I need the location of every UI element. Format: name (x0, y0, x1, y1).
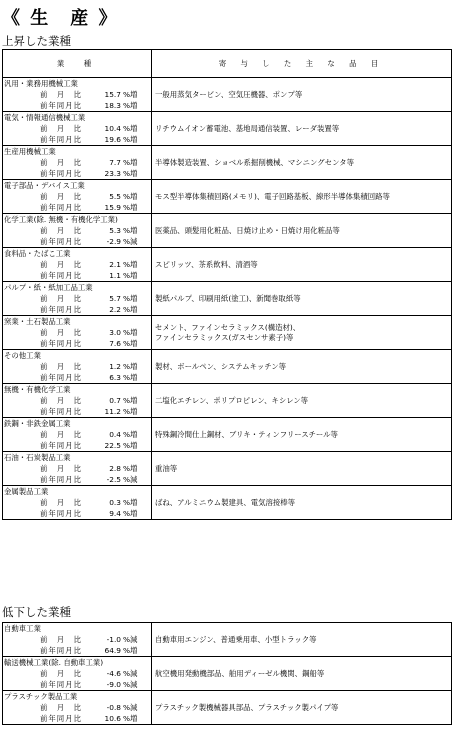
section-heading-falling: 低下した業種 (2, 605, 71, 619)
rising-industries-table (2, 49, 452, 520)
industry-name: 窯業・土石製品工業 (4, 317, 71, 326)
year-on-year-line (3, 713, 151, 724)
yoy-label: 前年同月比 (40, 714, 82, 723)
year-on-year-line (3, 134, 151, 145)
contributing-products: スピリッツ、茶系飲料、清酒等 (152, 248, 452, 282)
mom-value: 3.0 (109, 328, 121, 337)
month-on-month-line (3, 497, 151, 508)
mom-label: 前 月 比 (40, 328, 82, 337)
yoy-suffix: %増 (123, 373, 138, 382)
year-on-year-line (3, 406, 151, 417)
month-on-month-line (3, 463, 151, 474)
industry-name: 電気・情報通信機械工業 (4, 113, 86, 122)
industry-cell (3, 112, 152, 146)
industry-row (3, 146, 452, 180)
industry-row (3, 214, 452, 248)
contributing-products: セメント、ファインセラミックス(構造材)、 ファインセラミックス(ガスセンサ素子)等 (152, 316, 452, 350)
contributing-products: 一般用蒸気タービン、空気圧機器、ポンプ等 (152, 78, 452, 112)
month-on-month-line (3, 191, 151, 202)
yoy-suffix: %増 (123, 339, 138, 348)
yoy-suffix: %増 (123, 271, 138, 280)
industry-row (3, 248, 452, 282)
mom-suffix: %増 (123, 464, 138, 473)
yoy-label: 前年同月比 (40, 135, 82, 144)
yoy-suffix: %増 (123, 169, 138, 178)
industry-row (3, 418, 452, 452)
yoy-label: 前年同月比 (40, 305, 82, 314)
yoy-label: 前年同月比 (40, 339, 82, 348)
industry-name: 生産用機械工業 (4, 147, 56, 156)
industry-row (3, 623, 452, 657)
yoy-value: 19.6 (104, 135, 121, 144)
yoy-suffix: %増 (123, 101, 138, 110)
yoy-value: 11.2 (104, 407, 121, 416)
industry-name: 鉄鋼・非鉄金属工業 (4, 419, 71, 428)
yoy-value: 1.1 (109, 271, 121, 280)
column-header-industry: 業 種 (3, 50, 152, 78)
yoy-label: 前年同月比 (40, 646, 82, 655)
mom-label: 前 月 比 (40, 669, 82, 678)
year-on-year-line (3, 679, 151, 690)
year-on-year-line (3, 474, 151, 485)
yoy-label: 前年同月比 (40, 271, 82, 280)
month-on-month-line (3, 327, 151, 338)
yoy-suffix: %減 (123, 237, 138, 246)
yoy-suffix: %増 (123, 509, 138, 518)
yoy-label: 前年同月比 (40, 203, 82, 212)
industry-cell (3, 248, 152, 282)
month-on-month-line (3, 157, 151, 168)
industry-row (3, 657, 452, 691)
industry-cell (3, 316, 152, 350)
yoy-value: -9.0 (106, 680, 121, 689)
table-header-row (3, 50, 452, 78)
mom-label: 前 月 比 (40, 703, 82, 712)
mom-suffix: %増 (123, 260, 138, 269)
falling-industries-table (2, 622, 452, 725)
mom-label: 前 月 比 (40, 635, 82, 644)
yoy-label: 前年同月比 (40, 680, 82, 689)
industry-name: パルプ・紙・紙加工品工業 (4, 283, 93, 292)
page-title: 《 生 産 》 (2, 8, 119, 29)
industry-row (3, 282, 452, 316)
mom-label: 前 月 比 (40, 90, 82, 99)
yoy-value: 15.9 (104, 203, 121, 212)
industry-row (3, 486, 452, 520)
industry-name: 金属製品工業 (4, 487, 49, 496)
mom-label: 前 月 比 (40, 362, 82, 371)
industry-row (3, 691, 452, 725)
industry-name: プラスチック製品工業 (4, 692, 78, 701)
yoy-value: -2.5 (106, 475, 121, 484)
yoy-label: 前年同月比 (40, 373, 82, 382)
industry-row (3, 112, 452, 146)
contributing-products: ばね、アルミニウム製建具、電気溶接棒等 (152, 486, 452, 520)
falling-table-body (3, 623, 452, 725)
mom-value: 15.7 (104, 90, 121, 99)
mom-label: 前 月 比 (40, 158, 82, 167)
month-on-month-line (3, 361, 151, 372)
month-on-month-line (3, 89, 151, 100)
mom-label: 前 月 比 (40, 498, 82, 507)
mom-label: 前 月 比 (40, 294, 82, 303)
yoy-label: 前年同月比 (40, 101, 82, 110)
industry-row (3, 384, 452, 418)
contributing-products: モス型半導体集積回路(メモリ)、電子回路基板、線形半導体集積回路等 (152, 180, 452, 214)
yoy-suffix: %増 (123, 203, 138, 212)
mom-suffix: %増 (123, 294, 138, 303)
year-on-year-line (3, 645, 151, 656)
industry-cell (3, 486, 152, 520)
industry-name: その他工業 (4, 351, 41, 360)
industry-row (3, 316, 452, 350)
mom-value: -0.8 (106, 703, 121, 712)
section-heading-rising: 上昇した業種 (2, 34, 71, 48)
industry-cell (3, 657, 152, 691)
contributing-products: 自動車用エンジン、普通乗用車、小型トラック等 (152, 623, 452, 657)
industry-name: 無機・有機化学工業 (4, 385, 71, 394)
month-on-month-line (3, 123, 151, 134)
yoy-value: 64.9 (104, 646, 121, 655)
month-on-month-line (3, 259, 151, 270)
contributing-products: 医薬品、頭髪用化粧品、日焼け止め・日焼け用化粧品等 (152, 214, 452, 248)
year-on-year-line (3, 372, 151, 383)
industry-cell (3, 282, 152, 316)
mom-value: 7.7 (109, 158, 121, 167)
mom-value: 2.8 (109, 464, 121, 473)
contributing-products: 製紙パルプ、印刷用紙(塗工)、新聞巻取紙等 (152, 282, 452, 316)
yoy-suffix: %増 (123, 135, 138, 144)
month-on-month-line (3, 702, 151, 713)
yoy-value: 10.6 (104, 714, 121, 723)
mom-suffix: %増 (123, 158, 138, 167)
contributing-products: 重油等 (152, 452, 452, 486)
industry-row (3, 452, 452, 486)
yoy-label: 前年同月比 (40, 169, 82, 178)
year-on-year-line (3, 338, 151, 349)
yoy-suffix: %減 (123, 680, 138, 689)
mom-value: 10.4 (104, 124, 121, 133)
contributing-products: 特殊鋼冷間仕上鋼材、ブリキ・ティンフリースチール等 (152, 418, 452, 452)
year-on-year-line (3, 508, 151, 519)
mom-suffix: %増 (123, 226, 138, 235)
industry-cell (3, 452, 152, 486)
month-on-month-line (3, 293, 151, 304)
industry-row (3, 180, 452, 214)
mom-value: 5.3 (109, 226, 121, 235)
mom-label: 前 月 比 (40, 396, 82, 405)
mom-label: 前 月 比 (40, 192, 82, 201)
yoy-value: 7.6 (109, 339, 121, 348)
year-on-year-line (3, 304, 151, 315)
yoy-value: 6.3 (109, 373, 121, 382)
mom-label: 前 月 比 (40, 124, 82, 133)
mom-value: 5.7 (109, 294, 121, 303)
industry-name: 自動車工業 (4, 624, 41, 633)
yoy-value: 23.3 (104, 169, 121, 178)
year-on-year-line (3, 100, 151, 111)
industry-row (3, 78, 452, 112)
mom-value: 0.3 (109, 498, 121, 507)
mom-value: 5.5 (109, 192, 121, 201)
mom-suffix: %増 (123, 328, 138, 337)
yoy-value: 9.4 (109, 509, 121, 518)
mom-label: 前 月 比 (40, 226, 82, 235)
year-on-year-line (3, 168, 151, 179)
yoy-suffix: %増 (123, 407, 138, 416)
mom-value: -1.0 (106, 635, 121, 644)
industry-cell (3, 418, 152, 452)
industry-cell (3, 214, 152, 248)
mom-suffix: %増 (123, 498, 138, 507)
contributing-products: 製材、ボールペン、システムキッチン等 (152, 350, 452, 384)
yoy-label: 前年同月比 (40, 407, 82, 416)
industry-name: 化学工業(除. 無機・有機化学工業) (4, 215, 118, 224)
yoy-label: 前年同月比 (40, 475, 82, 484)
yoy-value: 2.2 (109, 305, 121, 314)
yoy-label: 前年同月比 (40, 509, 82, 518)
mom-value: 2.1 (109, 260, 121, 269)
industry-cell (3, 350, 152, 384)
industry-cell (3, 384, 152, 418)
mom-suffix: %増 (123, 362, 138, 371)
month-on-month-line (3, 395, 151, 406)
industry-cell (3, 146, 152, 180)
yoy-label: 前年同月比 (40, 237, 82, 246)
contributing-products: プラスチック製機械器具部品、プラスチック製パイプ等 (152, 691, 452, 725)
yoy-suffix: %増 (123, 441, 138, 450)
contributing-products: 二塩化エチレン、ポリプロピレン、キシレン等 (152, 384, 452, 418)
mom-suffix: %増 (123, 430, 138, 439)
year-on-year-line (3, 236, 151, 247)
industry-row (3, 350, 452, 384)
yoy-suffix: %増 (123, 714, 138, 723)
yoy-value: 18.3 (104, 101, 121, 110)
mom-suffix: %減 (123, 703, 138, 712)
mom-value: 0.7 (109, 396, 121, 405)
contributing-products: 航空機用発動機部品、舶用ディーゼル機関、鋼船等 (152, 657, 452, 691)
mom-label: 前 月 比 (40, 260, 82, 269)
yoy-suffix: %減 (123, 475, 138, 484)
mom-value: -4.6 (106, 669, 121, 678)
mom-value: 0.4 (109, 430, 121, 439)
industry-name: 石油・石炭製品工業 (4, 453, 71, 462)
yoy-label: 前年同月比 (40, 441, 82, 450)
month-on-month-line (3, 225, 151, 236)
mom-suffix: %増 (123, 396, 138, 405)
rising-table-body (3, 78, 452, 520)
yoy-value: -2.9 (106, 237, 121, 246)
mom-label: 前 月 比 (40, 430, 82, 439)
industry-name: 汎用・業務用機械工業 (4, 79, 78, 88)
yoy-value: 22.5 (104, 441, 121, 450)
industry-cell (3, 180, 152, 214)
yoy-suffix: %増 (123, 646, 138, 655)
mom-suffix: %減 (123, 635, 138, 644)
year-on-year-line (3, 440, 151, 451)
contributing-products: リチウムイオン蓄電池、基地局通信装置、レーダ装置等 (152, 112, 452, 146)
mom-value: 1.2 (109, 362, 121, 371)
industry-name: 電子部品・デバイス工業 (4, 181, 85, 190)
industry-name: 食料品・たばこ工業 (4, 249, 71, 258)
industry-name: 輸送機械工業(除. 自動車工業) (4, 658, 104, 667)
month-on-month-line (3, 634, 151, 645)
mom-label: 前 月 比 (40, 464, 82, 473)
column-header-products: 寄 与 し た 主 な 品 目 (152, 50, 452, 78)
industry-cell (3, 691, 152, 725)
year-on-year-line (3, 270, 151, 281)
month-on-month-line (3, 668, 151, 679)
yoy-suffix: %増 (123, 305, 138, 314)
mom-suffix: %減 (123, 669, 138, 678)
industry-cell (3, 623, 152, 657)
mom-suffix: %増 (123, 90, 138, 99)
industry-cell (3, 78, 152, 112)
month-on-month-line (3, 429, 151, 440)
mom-suffix: %増 (123, 192, 138, 201)
year-on-year-line (3, 202, 151, 213)
contributing-products: 半導体製造装置、ショベル系掘削機械、マシニングセンタ等 (152, 146, 452, 180)
mom-suffix: %増 (123, 124, 138, 133)
